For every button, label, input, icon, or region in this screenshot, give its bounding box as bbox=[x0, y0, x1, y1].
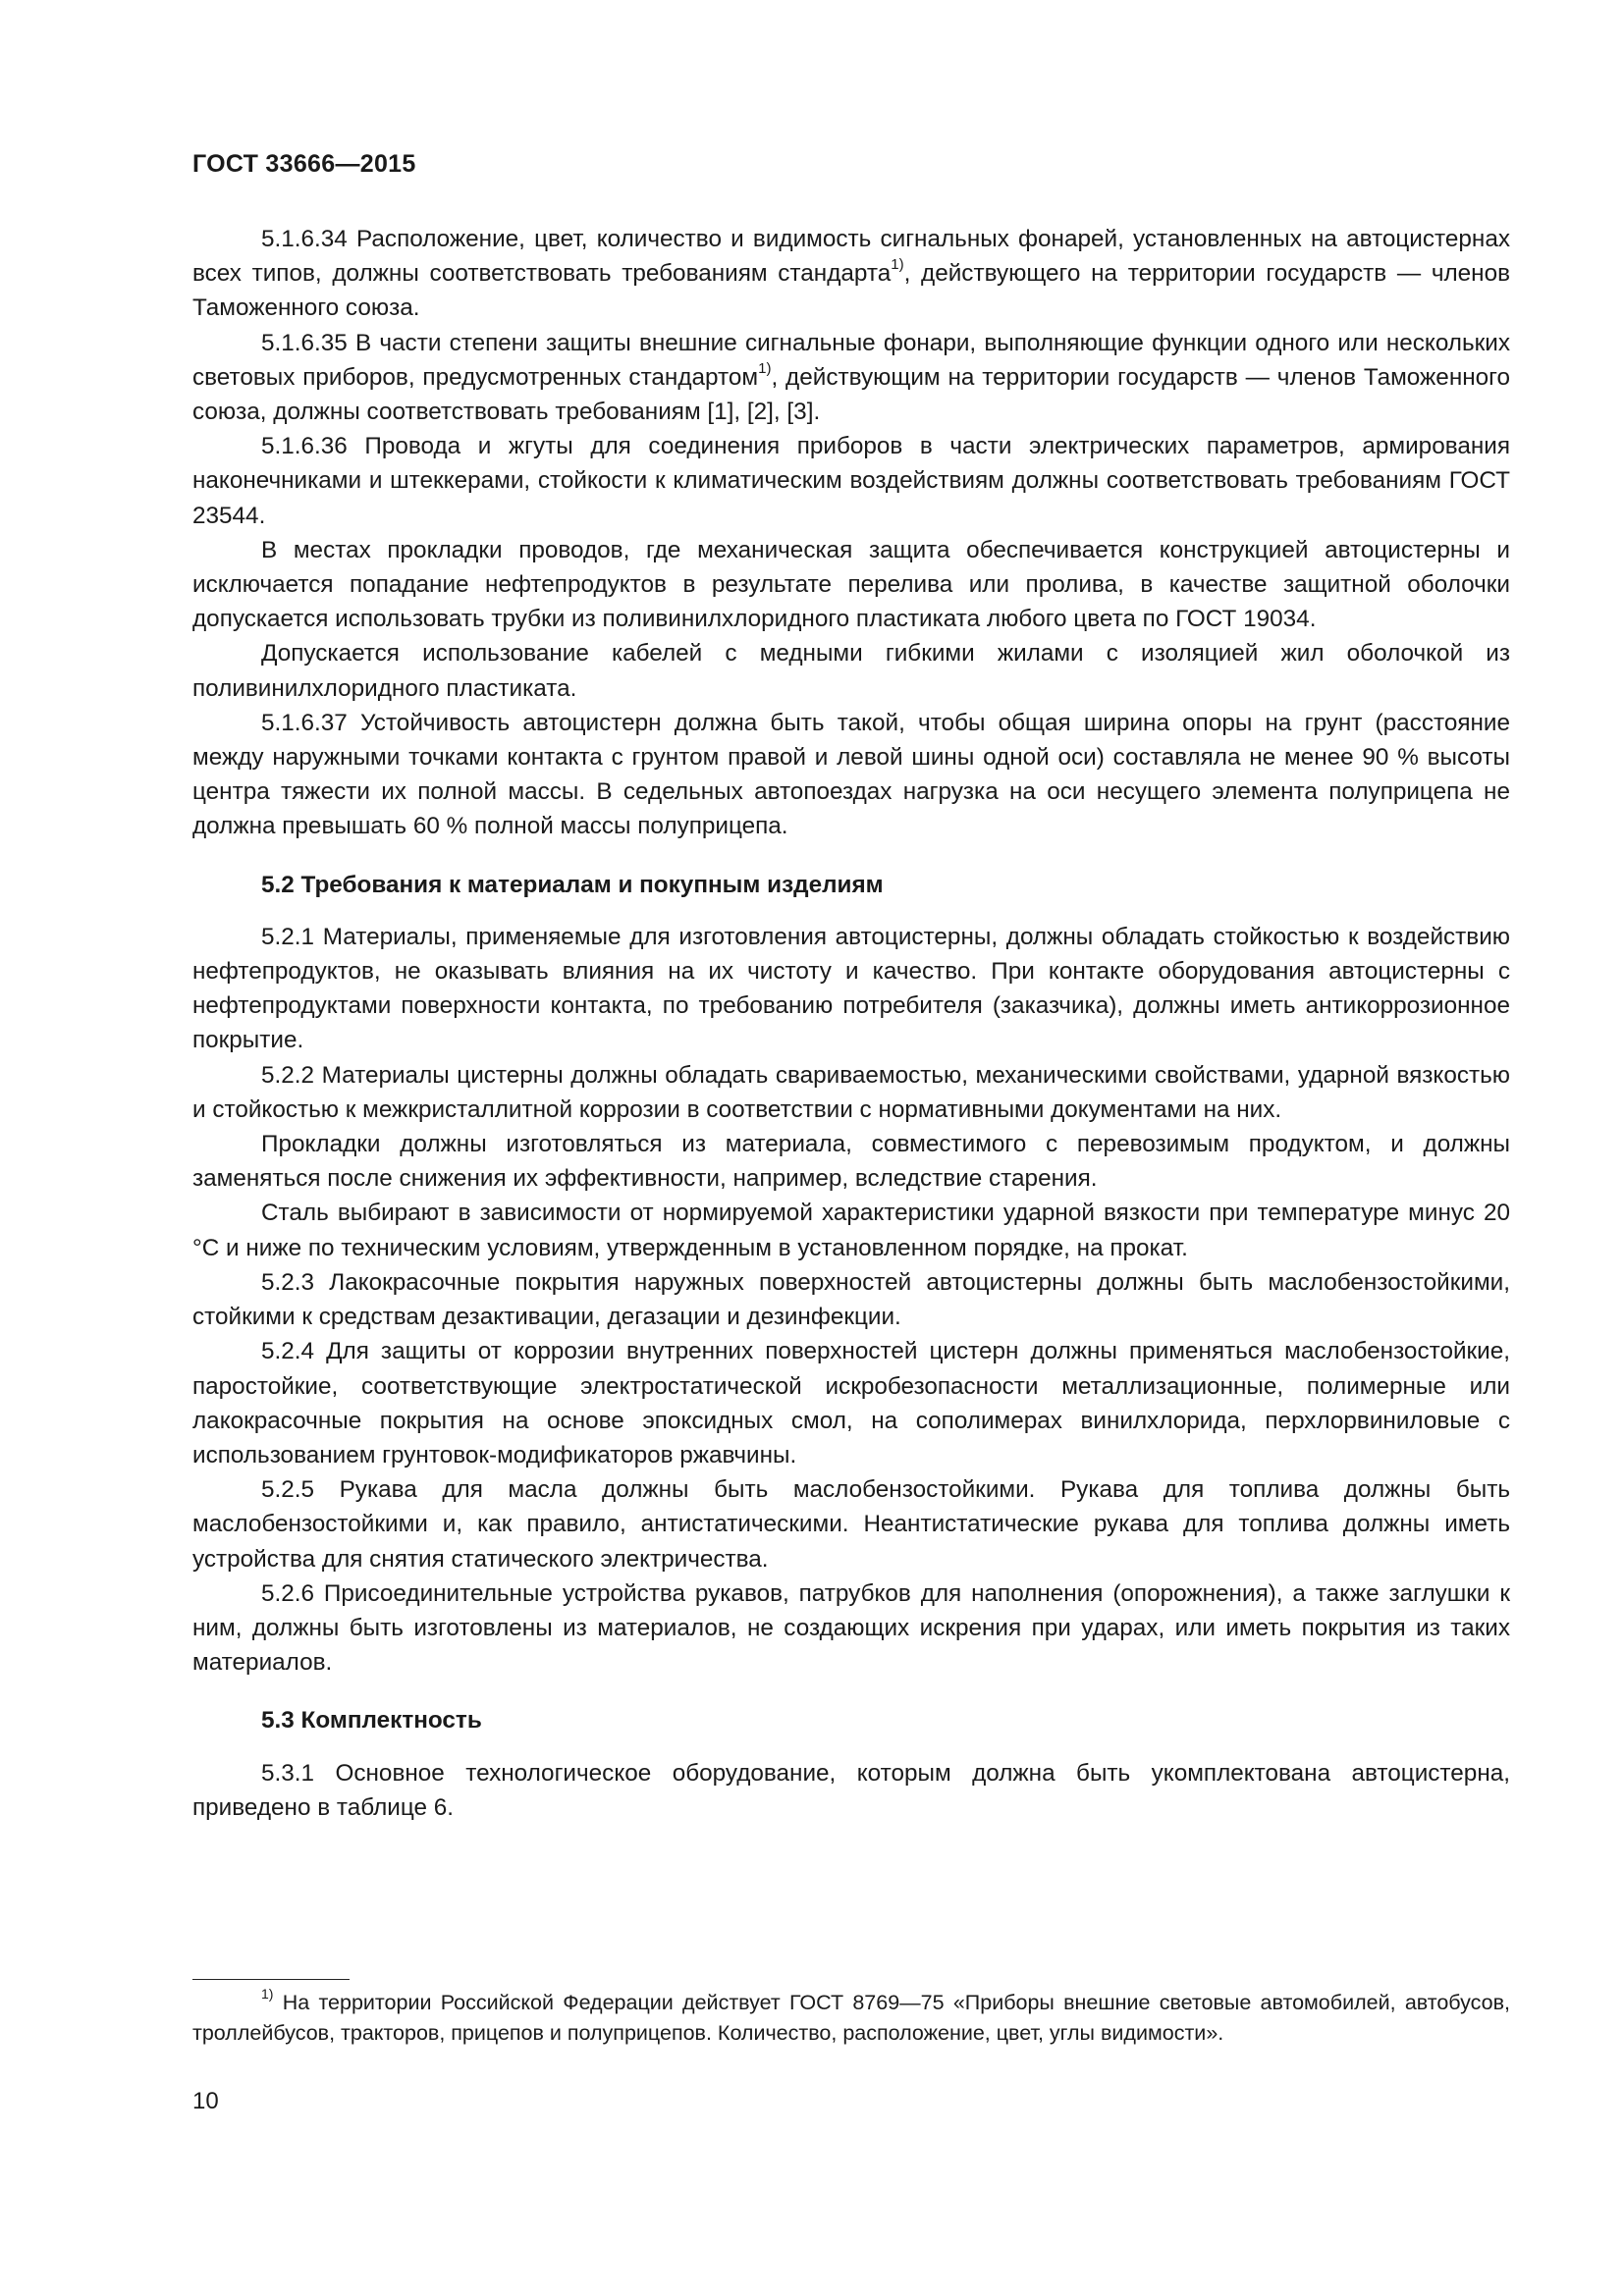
text-run: , действующим на территории государств — членов Таможенного союза, должны соответствовать требованиям [1], [2], [3]. bbox=[192, 363, 1511, 426]
text-run: , действующего на территории государств — членов Таможенного союза. bbox=[192, 260, 1511, 322]
footnote-marker: 1) bbox=[261, 1985, 274, 2002]
paragraph-5-2-5: 5.2.5 Рукава для масла должны быть маслобензостойкими. Рукава для топлива должны быть маслобензостойкими и, как правило, антистатическими. Неантистатические рукава для топлива должны иметь устройства для снятия статического электричества. bbox=[192, 1476, 1510, 1573]
section-heading-5-2: 5.2 Требования к материалам и покупным изделиям bbox=[261, 871, 884, 898]
page-number: 10 bbox=[192, 2088, 219, 2114]
text-run: 5.1.6.35 В части степени защиты внешние сигнальные фонари, выполняющие функции одного или нескольких световых приборов, предусмотренных стандартом bbox=[192, 329, 1510, 391]
paragraph-5-1-6-35 bbox=[192, 326, 1510, 430]
paragraph-5-3-1: 5.3.1 Основное технологическое оборудование, которым должна быть укомплектована автоцистерна, приведено в таблице 6. bbox=[192, 1759, 1510, 1821]
footnote-text: На территории Российской Федерации действует ГОСТ 8769—75 «Приборы внешние световые автомобилей, автобусов, троллейбусов, тракторов, прицепов и полуприцепов. Количество, расположение, цвет, углы видимости». bbox=[192, 1991, 1510, 2045]
footnote-ref: 1) bbox=[891, 256, 904, 274]
paragraph-5-2-6: 5.2.6 Присоединительные устройства рукавов, патрубков для наполнения (опорожнения), а также заглушки к ним, должны быть изготовлены из материалов, не создающих искрения при ударах, или иметь покрытия из таких материалов. bbox=[192, 1579, 1510, 1677]
document-header: ГОСТ 33666—2015 bbox=[192, 150, 416, 178]
paragraph-5-2-2: 5.2.2 Материалы цистерны должны обладать свариваемостью, механическими свойствами, ударной вязкостью и стойкостью к межкристаллитной коррозии в соответствии с нормативными документами на них. bbox=[192, 1061, 1510, 1123]
paragraph-5-2-4: 5.2.4 Для защиты от коррозии внутренних поверхностей цистерн должны применяться маслобензостойкие, паростойкие, соответствующие электростатической искробезопасности металлизационные, полимерные или лакокрасочные покрытия на основе эпоксидных смол, на сополимерах винилхлорида, перхлорвиниловые с использованием грунтовок-модификаторов ржавчины. bbox=[192, 1338, 1510, 1468]
paragraph-5-2-3: 5.2.3 Лакокрасочные покрытия наружных поверхностей автоцистерны должны быть маслобензостойкими, стойкими к средствам дезактивации, дегазации и дезинфекции. bbox=[192, 1268, 1510, 1331]
footnote-separator bbox=[192, 1979, 350, 1980]
footnote bbox=[192, 1985, 1510, 2048]
paragraph-5-2-1: 5.2.1 Материалы, применяемые для изготовления автоцистерны, должны обладать стойкостью к воздействию нефтепродуктов, не оказывать влияния на их чистоту и качество. При контакте оборудования автоцистерны с нефтепродуктами поверхности контакта, по требованию потребителя (заказчика), должны иметь антикоррозионное покрытие. bbox=[192, 923, 1510, 1054]
paragraph-cables: Допускается использование кабелей с медными гибкими жилами с изоляцией жил оболочкой из поливинилхлоридного пластиката. bbox=[192, 640, 1510, 702]
document-body bbox=[192, 222, 1510, 1825]
paragraph-5-1-6-37: 5.1.6.37 Устойчивость автоцистерн должна быть такой, чтобы общая ширина опоры на грунт (расстояние между наружными точками контакта с грунтом правой и левой шины одной оси) составляла не менее 90 % высоты центра тяжести их полной массы. В седельных автопоездах нагрузка на оси несущего элемента полуприцепа не должна превышать 60 % полной массы полуприцепа. bbox=[192, 709, 1510, 840]
paragraph-steel: Сталь выбирают в зависимости от нормируемой характеристики ударной вязкости при температуре минус 20 °С и ниже по техническим условиям, утвержденным в установленном порядке, на прокат. bbox=[192, 1200, 1510, 1261]
paragraph-wiring-protection: В местах прокладки проводов, где механическая защита обеспечивается конструкцией автоцистерны и исключается попадание нефтепродуктов в результате перелива или пролива, в качестве защитной оболочки допускается использовать трубки из поливинилхлоридного пластиката любого цвета по ГОСТ 19034. bbox=[192, 536, 1510, 633]
section-heading-5-3: 5.3 Комплектность bbox=[261, 1707, 482, 1735]
paragraph-5-1-6-36: 5.1.6.36 Провода и жгуты для соединения приборов в части электрических параметров, армирования наконечниками и штеккерами, стойкости к климатическим воздействиям должны соответствовать требованиям ГОСТ 23544. bbox=[192, 433, 1510, 529]
paragraph-5-1-6-34 bbox=[192, 222, 1510, 326]
text-run: 5.1.6.34 Расположение, цвет, количество и видимость сигнальных фонарей, установленных на автоцистернах всех типов, должны соответствовать требованиям стандарта bbox=[192, 226, 1510, 288]
footnote-ref: 1) bbox=[758, 359, 772, 377]
paragraph-gaskets: Прокладки должны изготовляться из материала, совместимого с перевозимым продуктом, и должны заменяться после снижения их эффективности, например, вследствие старения. bbox=[192, 1131, 1510, 1193]
